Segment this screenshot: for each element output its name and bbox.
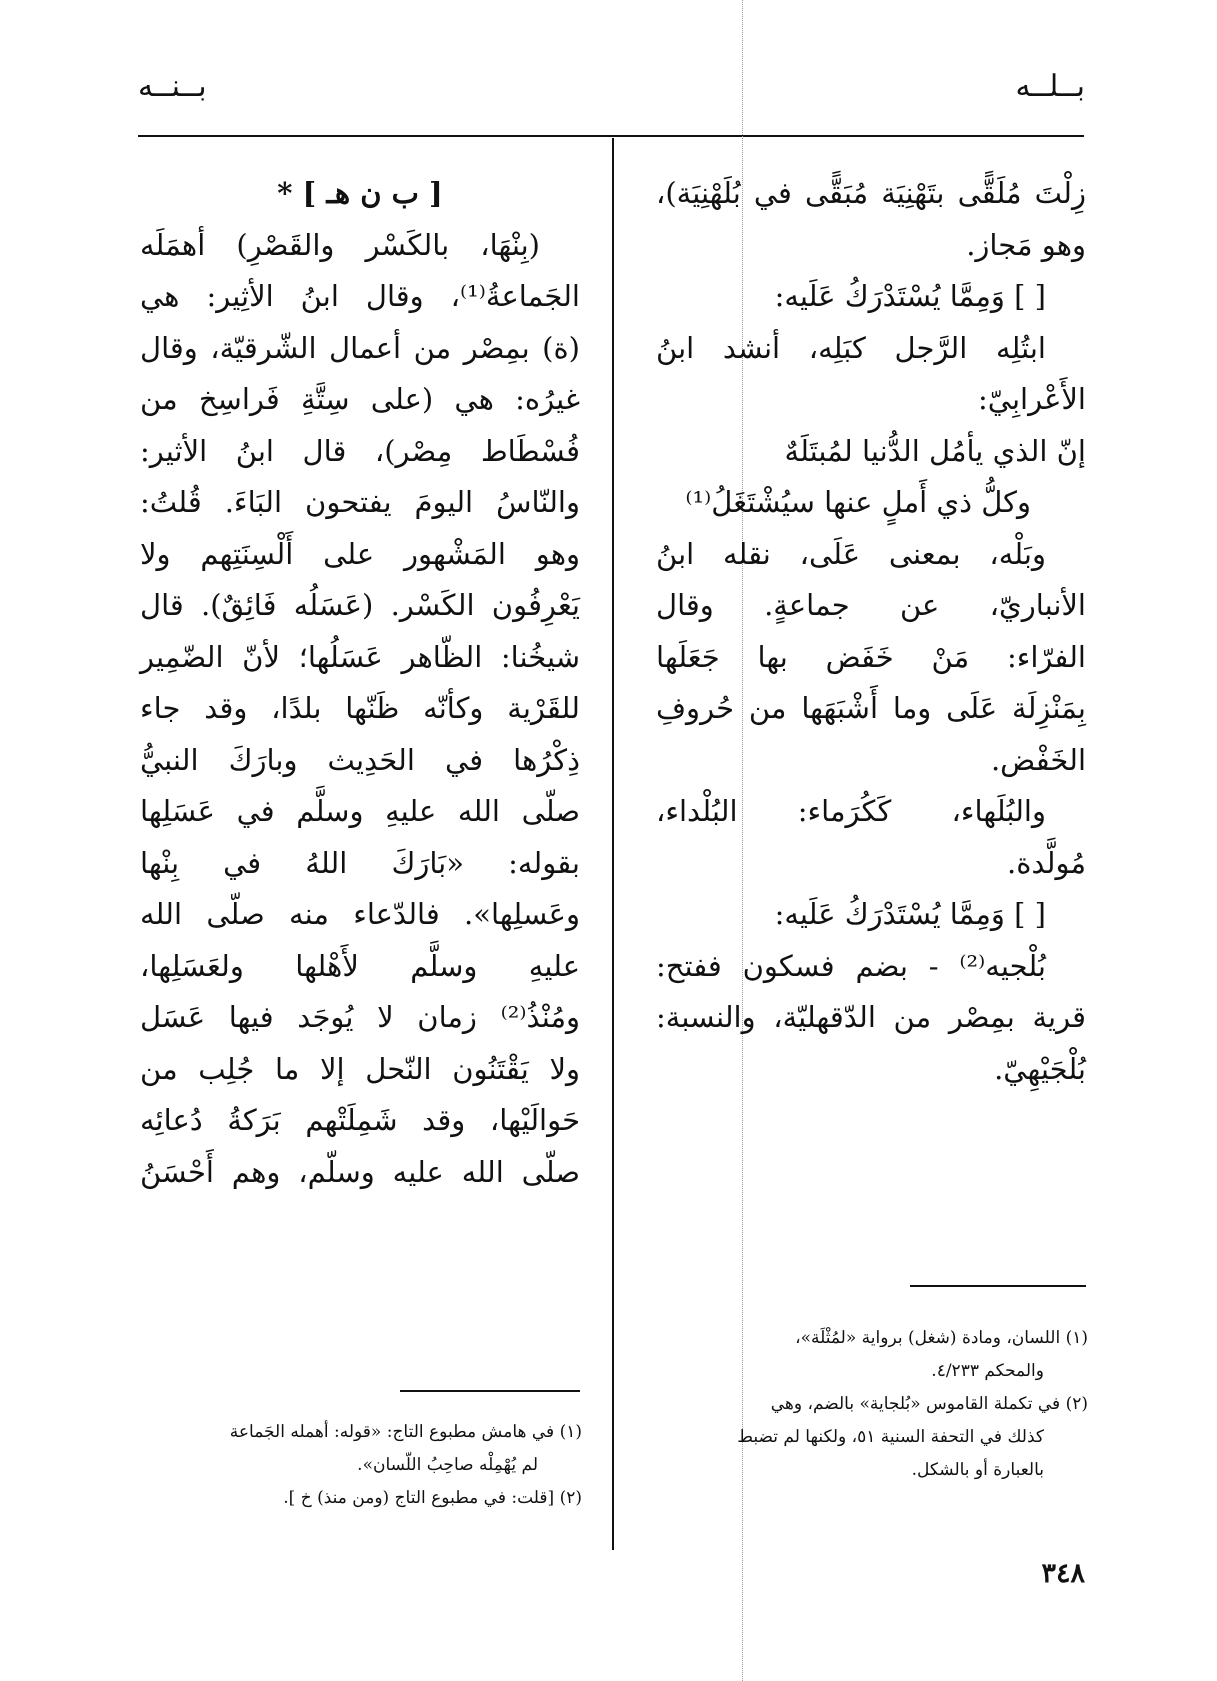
text-line: وهو مَجاز. (966, 227, 1086, 262)
footnote-line: كذلك في التحفة السنية ٥١، ولكنها لم تضبط (737, 1427, 1044, 1447)
text-line: صلّى الله عليهِ وسلَّم في عَسَلِها (140, 794, 580, 828)
text-line: مُولَّدة. (1007, 845, 1086, 880)
text-line: بُلْجيه⁽²⁾ - بضم فسكون ففتح: (656, 948, 1046, 983)
text-line: غيرُه: هي (على سِتَّةِ فَراسِخ من (140, 382, 580, 416)
footnote-line: بالعبارة أو بالشكل. (911, 1460, 1044, 1480)
text-line: ابتُلِه الرَّجل كبَلِه، أنشد ابنُ (656, 330, 1046, 365)
running-header-right: بــلــه (1015, 69, 1085, 104)
text-line: الخَفْض. (990, 742, 1086, 777)
text-line: بقوله: «بَارَكَ اللهُ في بِنْها (140, 845, 580, 880)
text-line: [ ] وَمِمَّا يُسْتَدْرَكُ عَلَيه: (774, 897, 1046, 931)
text-line: صلّى الله عليه وسلّم، وهم أَحْسَنُ (140, 1154, 580, 1189)
text-line: الأنباريّ، عن جماعةٍ. وقال (656, 588, 1086, 622)
text-line: والبُلَهاء، كَكُرَماء: البُلْداء، (656, 794, 1046, 828)
entry-title: [ ب ن هـ ] * (277, 176, 443, 210)
text-line: ولا يَقْتَنُون النّحل إلا ما جُلِب من (140, 1051, 580, 1086)
verse-line: وكلُّ ذي أَملٍ عنها سيُشْتَغَلُ⁽¹⁾ (685, 485, 1031, 519)
right-column (656, 168, 1086, 1095)
footnote-line: (٢) [قلت: في مطبوع التاج (ومن منذ) خ ]. (283, 1488, 582, 1508)
text-line: بُلْجَيْهِيّ. (994, 1051, 1086, 1086)
footnote-line: لم يُهْمِلْه صاحِبُ اللّسان». (357, 1455, 538, 1475)
footnote-line: (١) في هامش مطبوع التاج: «قوله: أهمله الجَماعة (229, 1422, 582, 1442)
text-line: الجَماعةُ⁽¹⁾، وقال ابنُ الأثِير: هي (140, 279, 580, 313)
footnote-line: (٢) في تكملة القاموس «بُلجاية» بالضم، وهي (770, 1394, 1088, 1414)
text-line: يَعْرِفُون الكَسْر. (عَسَلُه فَائِقٌ). قال (140, 588, 580, 622)
running-header-left: بــنــه (138, 69, 207, 104)
footnote-line: (١) اللسان، ومادة (شغل) برواية «لمُثْلَة»، (795, 1328, 1088, 1348)
footnote-line: والمحكم ٤/٢٣٣. (931, 1361, 1044, 1381)
footnote-rule-left (400, 1390, 580, 1392)
text-line: فُسْطَاط مِصْر)، قال ابنُ الأثير: (140, 433, 580, 468)
text-line: حَوالَيْها، وقد شَمِلَتْهم بَرَكةُ دُعائِه (140, 1103, 580, 1137)
text-line: وعَسلِها». فالدّعاء منه صلّى الله (140, 897, 580, 931)
footnote-rule-right (910, 1285, 1086, 1287)
left-column (140, 168, 580, 1198)
text-line: [ ] وَمِمَّا يُسْتَدْرَكُ عَلَيه: (774, 279, 1046, 313)
text-line: قرية بمِصْر من الدّقهليّة، والنسبة: (656, 1000, 1086, 1034)
text-line: وبَلْه، بمعنى عَلَى، نقله ابنُ (656, 536, 1046, 571)
footnotes-left (140, 1416, 582, 1515)
text-line: شيخُنا: الظّاهر عَسَلُها؛ لأنّ الضّمِير (140, 639, 580, 674)
text-line: عليهِ وسلَّم لأَهْلها ولعَسَلِها، (140, 948, 580, 983)
page-number: ٣٤٨ (1041, 1558, 1085, 1589)
text-line: الأَعْرابِيّ: (978, 382, 1086, 416)
text-line: للقَرْية وكأنّه ظَنّها بلدًا، وقد جاء (140, 691, 580, 725)
text-line: ذِكْرُها في الحَدِيث وبارَكَ النبيُّ (140, 742, 580, 777)
text-line: (ة) بمِصْر من أعمال الشّرقيّة، وقال (140, 330, 580, 365)
text-line: ومُنْذُ⁽²⁾ زمان لا يُوجَد فيها عَسَل (140, 1000, 580, 1034)
text-line: بِمَنْزِلَة عَلَى وما أَشْبَهَها من حُروفِ (656, 691, 1086, 725)
footnotes-right (660, 1322, 1088, 1487)
text-line: وهو المَشْهور على أَلْسِنَتِهم ولا (140, 536, 580, 571)
header-rule (138, 135, 1084, 137)
text-line: زِلْتَ مُلَقًّى بتَهْنِيَة مُبَقًّى في بُلَهْنِيَة)، (656, 176, 1086, 210)
text-line: (بِنْهَا، بالكَسْر والقَصْرِ) أهمَلَه (140, 227, 540, 262)
text-line: والنّاسُ اليومَ يفتحون البَاءَ. قُلتُ: (140, 485, 580, 519)
column-divider (612, 138, 614, 1550)
verse-line: إنّ الذي يأمُل الدُّنيا لمُبتَلَهٌ (784, 433, 1086, 468)
text-line: الفرّاء: مَنْ خَفَض بها جَعَلَها (656, 639, 1086, 674)
